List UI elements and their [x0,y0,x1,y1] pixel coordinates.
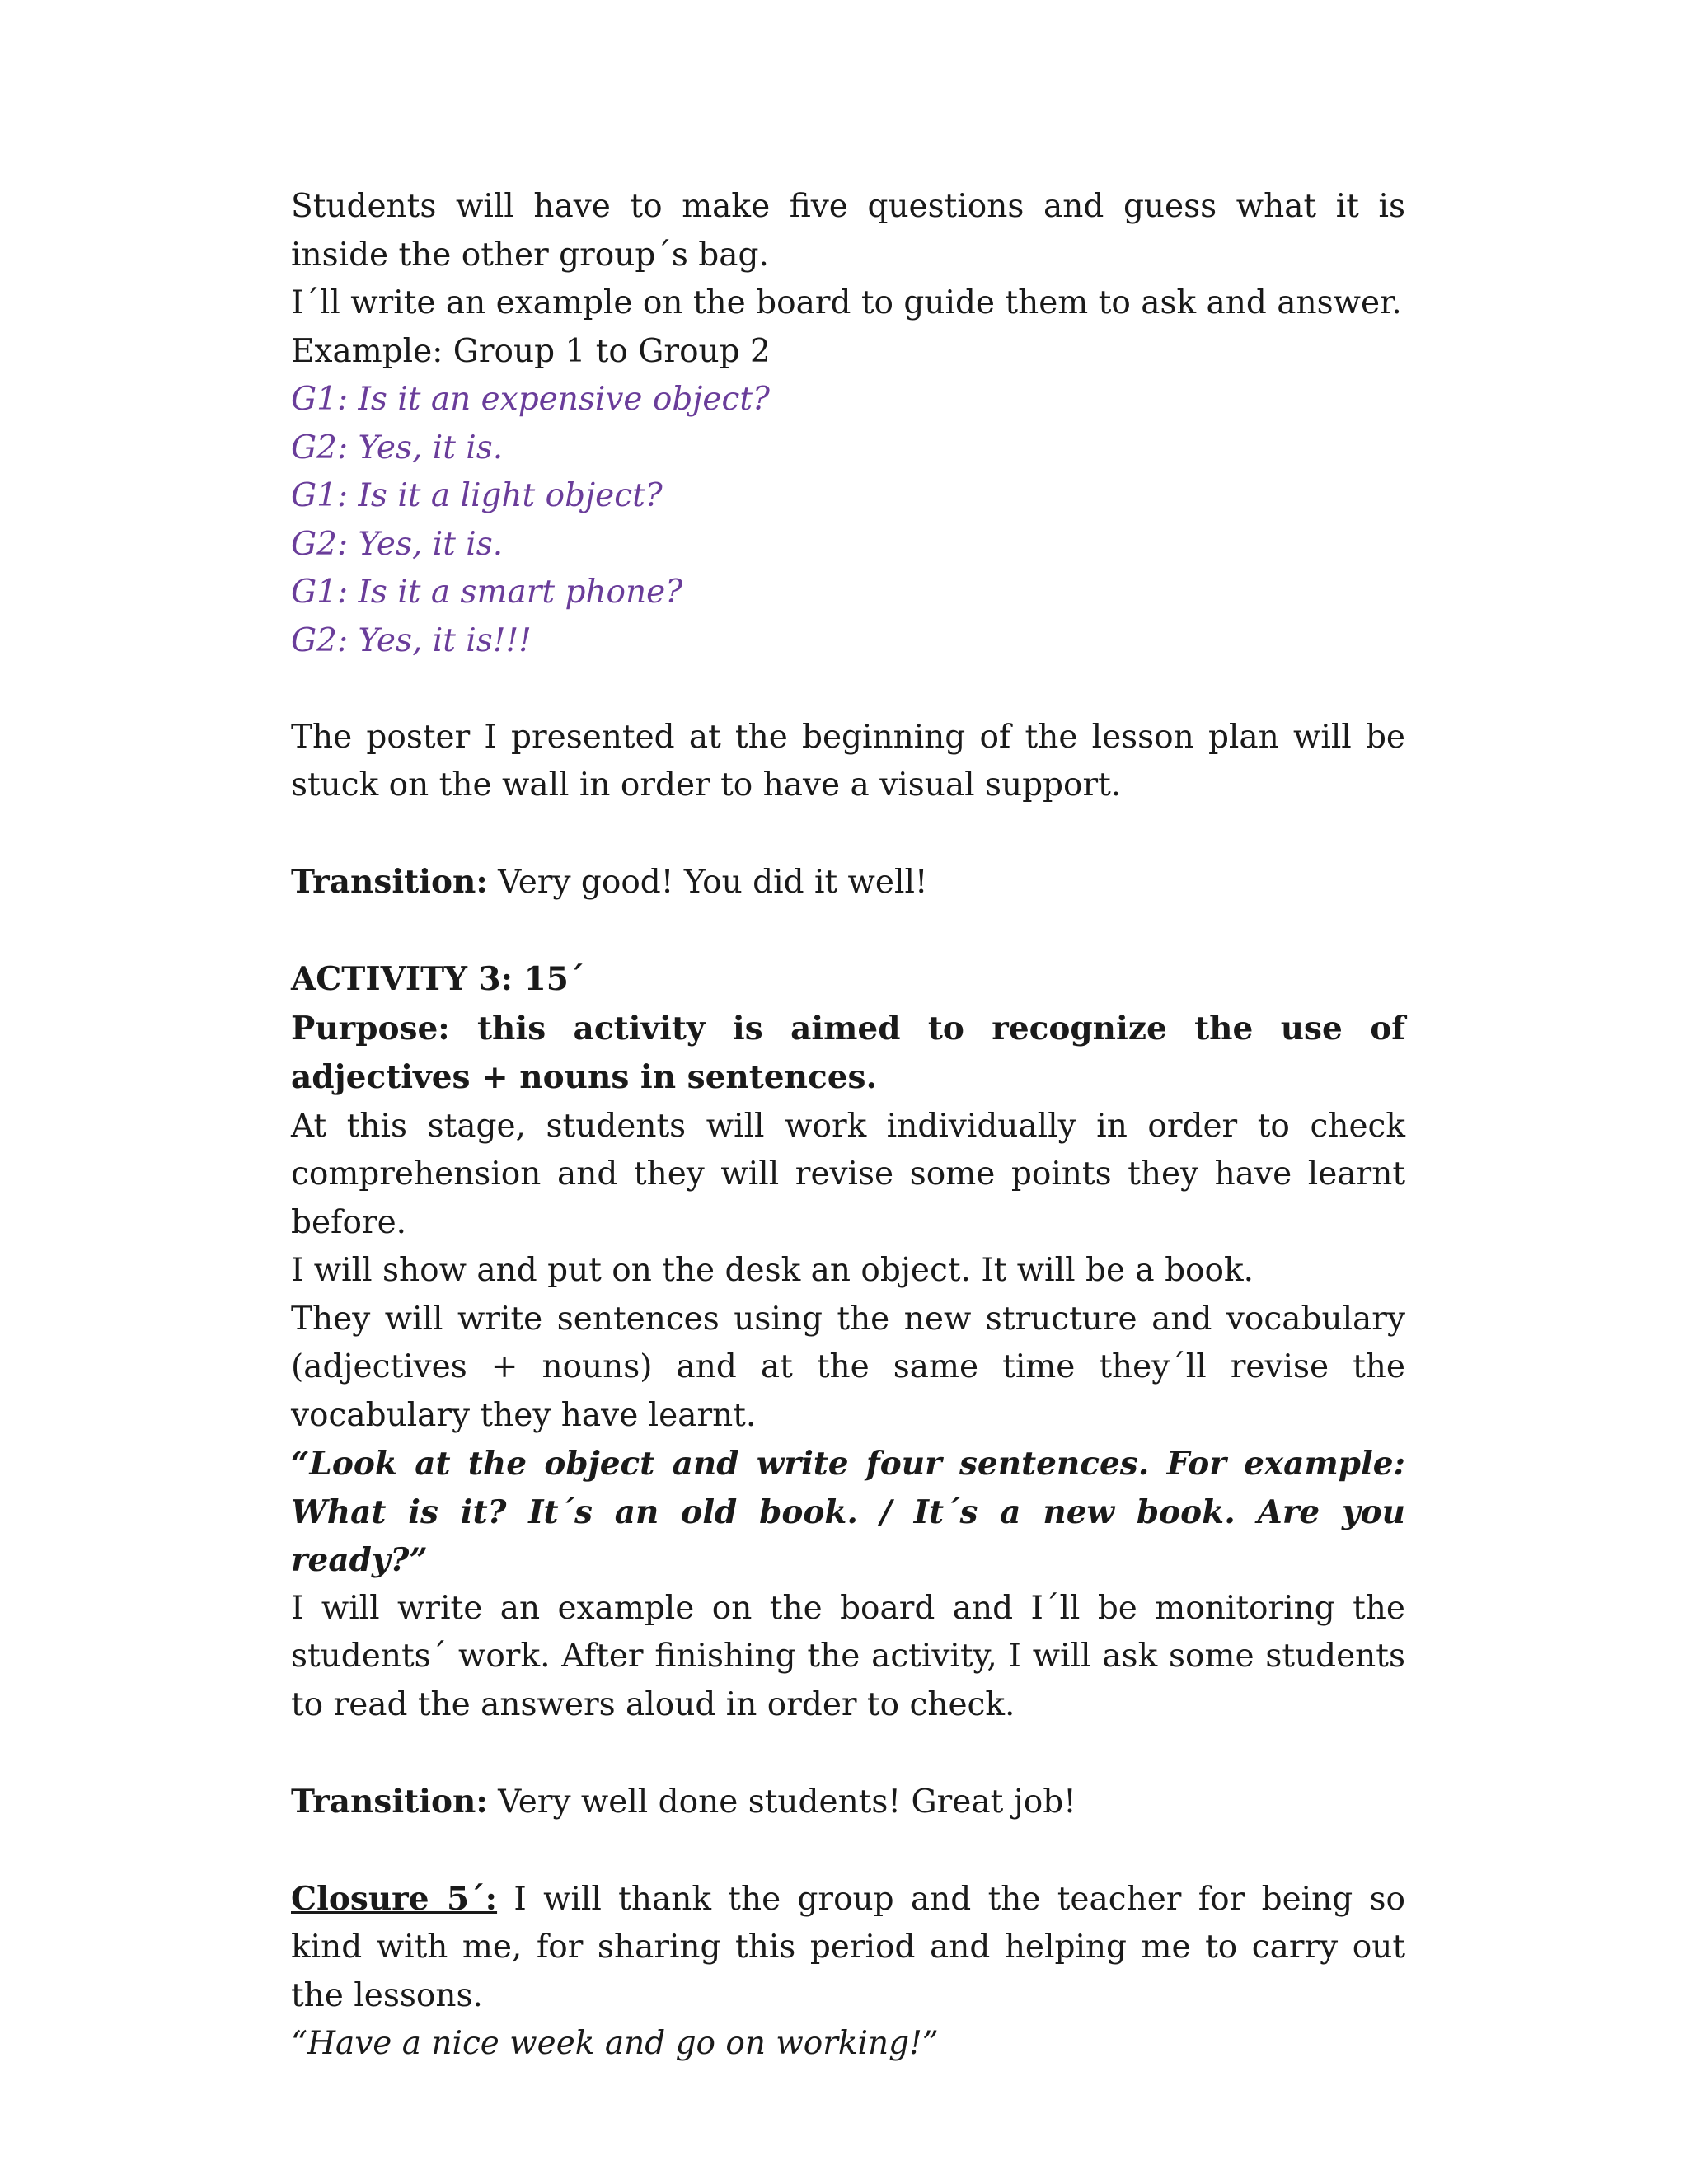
example-label: Example: Group 1 to Group 2 [291,332,771,370]
dialogue-block [291,376,1405,665]
activity-monitor: I will write an example on the board and I´ll be monitoring the students´ work. After finishing the activity, I will ask some students to read the answers aloud in order to check. [291,1589,1405,1723]
intro-paragraph: Students will have to make five questions and guess what it is inside the other group´s bag. [291,188,1405,274]
activity-heading-text: ACTIVITY 3: 15´ [291,960,585,998]
activity-quote: “Look at the object and write four sentences. For example: What is it? It´s an old book. / It´s a new book. Are you ready?” [291,1445,1405,1579]
dialogue-line: G2: Yes, it is. [291,429,504,466]
activity-show: I will show and put on the desk an object. It will be a book. [291,1252,1254,1289]
document-page [291,183,1405,2069]
closure-quote: “Have a nice week and go on working!” [291,2025,939,2062]
dialogue-line: G1: Is it a light object? [291,477,663,514]
activity-purpose-text: Purpose: this activity is aimed to recognize the use of adjectives + nouns in sentences. [291,1009,1405,1096]
closure-label: Closure 5´: [291,1879,498,1918]
activity-purpose [291,1005,1405,1103]
spacer [291,907,1405,956]
intro-guide-text: I´ll write an example on the board to guide them to ask and answer. [291,284,1402,321]
transition-text: Very well done students! Great job! [487,1783,1076,1821]
spacer [291,810,1405,859]
closure-text: I will thank the group and the teacher for being so kind with me, for sharing this period and helping me to carry out the lessons. [291,1880,1405,2014]
closure-paragraph [291,1875,1405,2021]
activity-heading [291,955,1405,1005]
transition-1 [291,858,1405,907]
transition-label: Transition: [291,863,488,901]
dialogue-line: G2: Yes, it is. [291,525,504,563]
spacer [291,665,1405,714]
poster-note: The poster I presented at the beginning of the lesson plan will be stuck on the wall in order to have a visual support. [291,718,1405,804]
activity-stage: At this stage, students will work individually in order to check comprehension and they will revise some points they have learnt before. [291,1107,1405,1241]
dialogue-line: G1: Is it an expensive object? [291,381,770,418]
spacer [291,1729,1405,1778]
transition-2 [291,1778,1405,1827]
dialogue-line: G2: Yes, it is!!! [291,621,532,659]
transition-text: Very good! You did it well! [487,864,928,901]
transition-label: Transition: [291,1782,488,1821]
spacer [291,1826,1405,1875]
dialogue-line: G1: Is it a smart phone? [291,574,683,611]
activity-write: They will write sentences using the new structure and vocabulary (adjectives + nouns) and at the same time they´ll revise the vocabulary they have learnt. [291,1300,1405,1434]
